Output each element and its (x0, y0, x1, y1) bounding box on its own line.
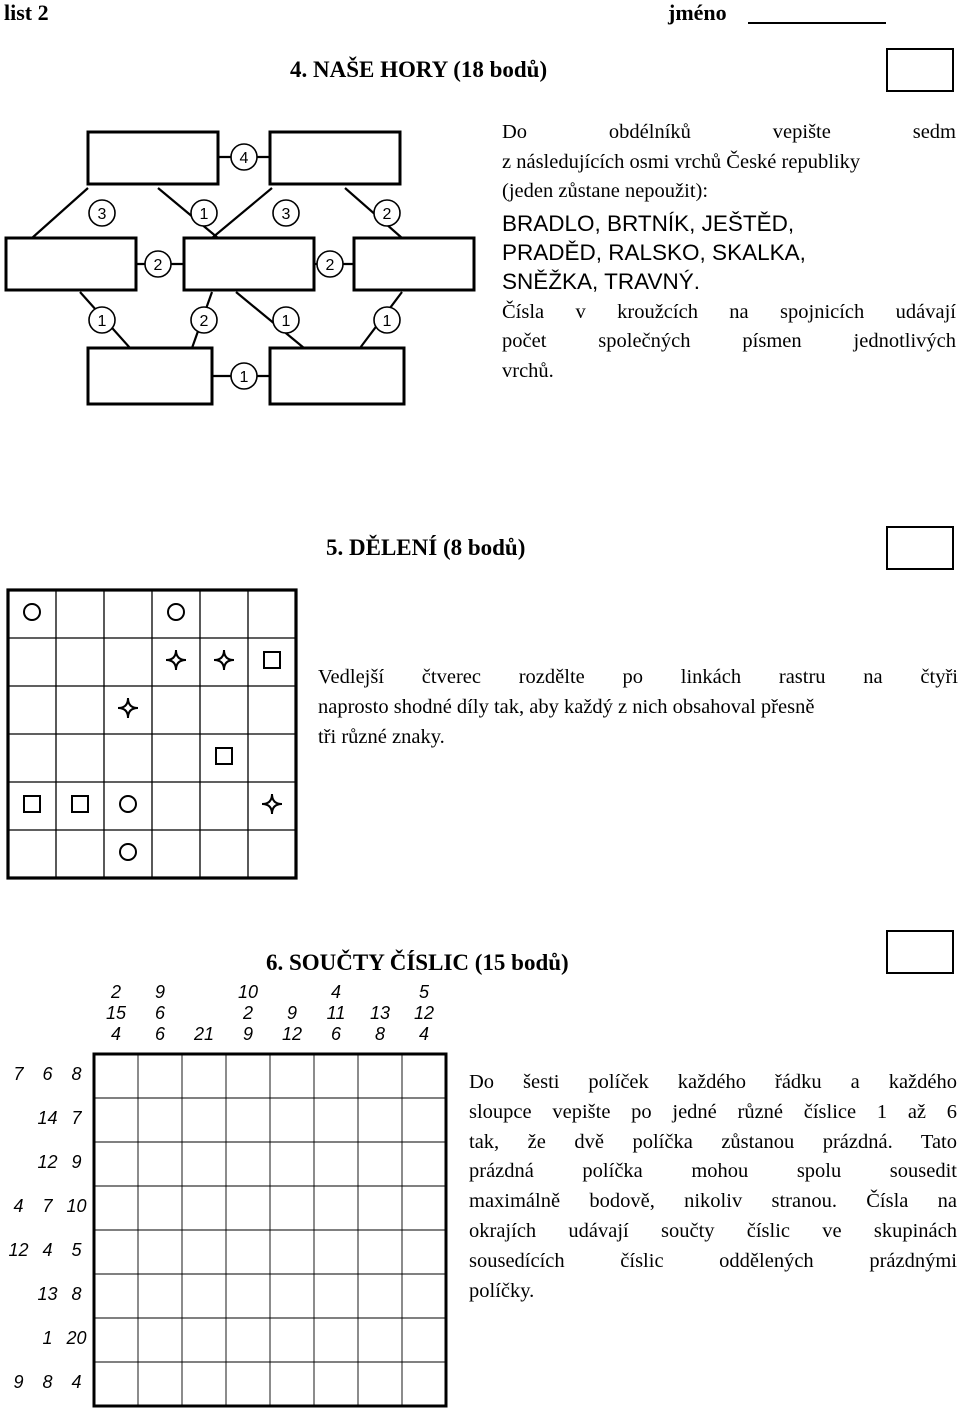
name-field[interactable] (748, 22, 886, 24)
answer-box-middle-right[interactable] (354, 238, 474, 290)
row-clue: 6 (42, 1064, 53, 1084)
row-clue: 4 (13, 1196, 24, 1216)
division-grid[interactable] (6, 588, 300, 880)
column-clue: 6 (154, 1024, 165, 1044)
row-clue: 7 (13, 1064, 24, 1084)
task6-text-line: prázdná políčka mohou spolu sousedit (469, 1160, 957, 1183)
column-clue: 6 (154, 1003, 165, 1023)
task4-intro-line: z následujících osmi vrchů České republiky (502, 150, 861, 173)
task6-instructions (469, 1068, 957, 1306)
row-clue: 9 (71, 1152, 82, 1172)
column-clue: 10 (237, 982, 259, 1002)
task5-text-line: tři různé znaky. (318, 726, 445, 748)
row-clue: 9 (13, 1372, 24, 1392)
task6-text-line: políčky. (469, 1279, 535, 1302)
square-symbol (24, 796, 40, 812)
task6-title: 6. SOUČTY ČÍSLIC (15 bodů) (266, 950, 569, 975)
svg-text:2: 2 (153, 257, 163, 274)
row-clue: 14 (37, 1108, 58, 1128)
row-clue: 20 (66, 1328, 87, 1348)
count-circle (231, 144, 257, 170)
column-clue: 12 (281, 1024, 303, 1044)
row-clues (4, 1052, 94, 1404)
column-clue: 4 (330, 982, 341, 1002)
task4-words-line: SNĚŽKA, TRAVNÝ. (502, 268, 700, 294)
star-symbol (262, 794, 282, 814)
column-clue: 4 (418, 1024, 429, 1044)
row-clue: 7 (42, 1196, 53, 1216)
column-clue: 6 (330, 1024, 341, 1044)
count-circle (273, 200, 299, 226)
row-clue: 8 (42, 1372, 53, 1392)
svg-text:1: 1 (199, 206, 209, 223)
svg-text:2: 2 (199, 313, 209, 330)
task4-title: 4. NAŠE HORY (18 bodů) (290, 57, 548, 82)
svg-text:3: 3 (281, 206, 291, 223)
circle-symbol (168, 604, 184, 620)
task4-note-line: vrchů. (502, 359, 554, 382)
row-clue: 7 (71, 1108, 82, 1128)
column-clue: 21 (193, 1024, 215, 1044)
sum-grid[interactable] (92, 1052, 450, 1408)
column-clue: 9 (242, 1024, 253, 1044)
task5-score-box[interactable] (886, 526, 954, 570)
task5-text-line: Vedlejší čtverec rozdělte po linkách rastru na čtyři (318, 666, 958, 688)
svg-text:4: 4 (239, 150, 249, 167)
task6-text-line: maximálně bodově, nikoliv stranou. Čísla na (469, 1190, 957, 1213)
answer-box-top-right[interactable] (270, 132, 400, 184)
count-circle (273, 307, 299, 333)
sheet-label: list 2 (4, 0, 49, 25)
name-label: jméno (668, 0, 727, 25)
row-clue: 8 (71, 1064, 82, 1084)
answer-box-middle-center[interactable] (184, 238, 314, 290)
answer-box-bottom-right[interactable] (270, 348, 404, 404)
svg-text:1: 1 (382, 313, 392, 330)
circle-symbol (120, 844, 136, 860)
task4-score-box[interactable] (886, 48, 954, 92)
task6-text-line: okrajích udávají součty číslic ve skupinách (469, 1219, 957, 1242)
column-clue: 9 (154, 982, 165, 1002)
column-clue: 2 (242, 1003, 253, 1023)
count-circle (145, 251, 171, 277)
task6-text-line: tak, že dvě políčka zůstanou prázdná. Tato (469, 1130, 957, 1153)
count-circle (191, 307, 217, 333)
column-clues (94, 982, 446, 1050)
task4-words-line: BRADLO, BRTNÍK, JEŠTĚD, (502, 210, 795, 236)
square-symbol (216, 748, 232, 764)
column-clue: 15 (105, 1003, 127, 1023)
column-clue: 8 (374, 1024, 385, 1044)
count-circle (317, 251, 343, 277)
answer-box-middle-left[interactable] (6, 238, 136, 290)
column-clue: 4 (110, 1024, 121, 1044)
count-circle (231, 363, 257, 389)
star-symbol (118, 698, 138, 718)
svg-text:1: 1 (97, 313, 107, 330)
task6-text-line: sousedících číslic oddělených prázdnými (469, 1249, 957, 1272)
task5-instructions (318, 662, 958, 752)
task5-title: 5. DĚLENÍ (8 bodů) (326, 535, 526, 560)
star-symbol (166, 650, 186, 670)
circle-symbol (120, 796, 136, 812)
row-clue: 4 (42, 1240, 53, 1260)
row-clue: 13 (37, 1284, 58, 1304)
task6-text-line: Do šesti políček každého řádku a každého (469, 1071, 957, 1093)
svg-text:2: 2 (325, 257, 335, 274)
svg-text:3: 3 (97, 206, 107, 223)
row-clue: 12 (37, 1152, 58, 1172)
task4-intro-line: (jeden zůstane nepoužit): (502, 180, 709, 202)
row-clue: 4 (71, 1372, 82, 1392)
count-circle (374, 307, 400, 333)
count-circle (374, 200, 400, 226)
task4-words-line: PRADĚD, RALSKO, SKALKA, (502, 239, 806, 265)
task6-score-box[interactable] (886, 930, 954, 974)
row-clue: 1 (42, 1328, 53, 1348)
count-circle (89, 307, 115, 333)
row-clue: 5 (71, 1240, 82, 1260)
column-clue: 13 (369, 1003, 391, 1023)
column-clue: 5 (418, 982, 429, 1002)
count-circle (191, 200, 217, 226)
task4-instructions (502, 118, 956, 386)
column-clue: 11 (326, 1003, 346, 1023)
answer-box-top-left[interactable] (88, 132, 218, 184)
svg-text:1: 1 (281, 313, 291, 330)
circle-symbol (24, 604, 40, 620)
task4-diagram (0, 120, 480, 420)
task5-text-line: naprosto shodné díly tak, aby každý z nich obsahoval přesně (318, 696, 815, 718)
task4-intro-line: Do obdélníků vepište sedm (502, 121, 956, 143)
answer-box-bottom-left[interactable] (88, 348, 212, 404)
count-circle (89, 200, 115, 226)
square-symbol (72, 796, 88, 812)
task4-note-line: počet společných písmen jednotlivých (502, 330, 956, 352)
column-clue: 9 (286, 1003, 297, 1023)
column-clue: 2 (110, 982, 121, 1002)
svg-text:1: 1 (239, 369, 249, 386)
row-clue: 10 (66, 1196, 87, 1216)
row-clue: 8 (71, 1284, 82, 1304)
star-symbol (214, 650, 234, 670)
task4-note-line: Čísla v kroužcích na spojnicích udávají (502, 300, 956, 323)
svg-text:2: 2 (382, 206, 392, 223)
square-symbol (264, 652, 280, 668)
column-clue: 12 (413, 1003, 435, 1023)
task6-text-line: sloupce vepište po jedné různé číslice 1 až 6 (469, 1100, 957, 1123)
row-clue: 12 (8, 1240, 29, 1260)
